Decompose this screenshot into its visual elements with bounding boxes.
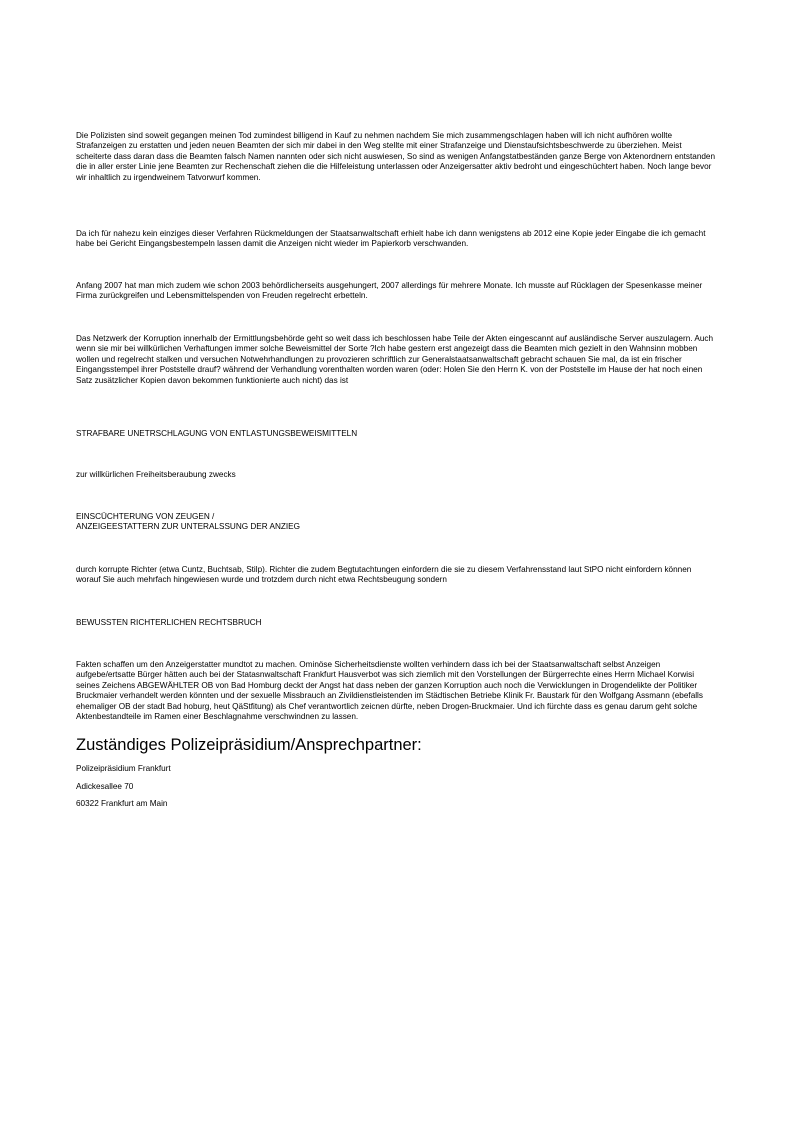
caps-statement-3: BEWUSSTEN RICHTERLICHEN RECHTSBRUCH	[76, 618, 262, 627]
paragraph-arbitrary-detention: zur willkürlichen Freiheitsberaubung zwecks	[76, 470, 236, 479]
caps-statement-1: STRAFBARE UNETRSCHLAGUNG VON ENTLASTUNGSBEWEISMITTELN	[76, 429, 358, 438]
paragraph-starved: Anfang 2007 hat man mich zudem wie schon 2003 behördlicherseits ausgehungert, 2007 allerdings für mehrere Monate. Ich musste auf Rücklagen der Spesenkasse meiner Firma zurückgreifen und Lebensmittelspenden von Freuden regelrecht erbetteln.	[76, 281, 703, 301]
address-line-2: Adickesallee 70	[76, 782, 134, 791]
paragraph-police-assault: Die Polizisten sind soweit gegangen meinen Tod zumindest billigend in Kauf zu nehmen nachdem Sie mich zusammengschlagen haben will ich nicht aufhören wollte Strafanzeigen zu erstatten und jeden neuen Beamten der sich mir dabei in den Weg stellte mit einer Strafanzeige und Dienstaufsichtsbeschwerde zu überziehen. Meist scheiterte dass daran dass die Beamten falsch Namen nannten oder sich nicht auswiesen, So sind as wenigen Anfangstatbeständen ganze Berge von Aktenordnern entstanden die in aller erster Linie jene Beamten zur Rechenschaft ziehen die die Hilfeleistung unterlassen oder Anzeigersatter aktiv bedroht und eingeschüchtert haben. Noch lange bevor wir inhaltlich zu irgendweinem Tatvorwurf kommen.	[76, 131, 716, 182]
address-line-1: Polizeipräsidium Frankfurt	[76, 764, 171, 773]
caps-statement-2: EINSCÜCHTERUNG VON ZEUGEN / ANZEIGEESTATTERN ZUR UNTERALSSUNG DER ANZIEG	[76, 512, 300, 532]
paragraph-facts: Fakten schaffen um den Anzeigerstatter mundtot zu machen. Ominöse Sicherheitsdienste wollten verhindern dass ich bei der Staatsanwaltschaft selbst Anzeigen aufgebe/ertsatte Bürger hätten auch bei der Statasnwaltschaft Frankfurt Hausverbot was sich ziemlich mit den Vorstellungen der Bürgerrechte eines Herrn Michael Korwisi seines Zeichens ABGEWÄHLTER OB von Bad Homburg deckt der Angst hat dass neben der ganzen Korruption auch noch die Verwicklungen in Drogendelikte der Politiker Bruckmaier verhandelt werden könnten und der sexuelle Missbrauch an Zivildienstleistenden im Städtischen Betriebe Klinik Fr. Baustark für den Wolfgang Assmann (ebefalls ehemaliger OB der stadt Bad hoburg, heut QäStfitung) als Chef verantwortlich zeicnen dürfte, neben Drogen-Bruckmaier. Und ich fürchte dass es genau darum geht solche Aktenbestandteile im Ramen einer Beschlagnahme verschwindnen zu lassen.	[76, 660, 703, 722]
paragraph-corrupt-judges: durch korrupte Richter (etwa Cuntz, Buchtsab, Stilp). Richter die zudem Begtutachtungen einfordern die sie zu diesem Verfahrensstand laut StPO nicht einfordern können worauf Sie auch mehrfach hingewiesen wurde und trotzdem durch nicht etwa Rechtsbeugung sondern	[76, 565, 692, 585]
paragraph-corruption-network: Das Netzwerk der Korruption innerhalb der Ermittlungsbehörde geht so weit dass ich beschlossen habe Teile der Akten eingescannt auf ausländische Server auszulagern. Auch wenn sie mir bei willkürlichen Verhaftungen immer solche Beweismittel der Sorte ?Ich habe gestern erst angezeigt dass die Beamten mich gezielt in den Wahnsinn mobben wollen und regelrecht stalken und versuchen Notwehrhandlungen zu provozieren schriftlich zur Generalstaatsanwaltschaft gebracht schauen Sie mal, da ist ein frischer Eingangsstempel ihrer Poststelle drauf? während der Verhandlung vorenthalten worden waren (oder: Holen Sie den Herrn K. von der Poststelle im Hause der hat noch einen Satz zusätzlicher Kopien davon bekommen funktionierte auch nicht) das ist	[76, 334, 714, 385]
paragraph-no-feedback: Da ich für nahezu kein einziges dieser Verfahren Rückmeldungen der Staatsanwaltschaft erhielt habe ich dann wenigstens ab 2012 eine Kopie jeder Eingabe die ich gemacht habe bei Gericht Eingangsbestempeln lassen damit die Anzeigen nicht wieder im Papierkorb verschwanden.	[76, 229, 706, 249]
address-line-3: 60322 Frankfurt am Main	[76, 799, 168, 808]
section-heading: Zuständiges Polizeipräsidium/Ansprechpartner:	[76, 736, 422, 754]
